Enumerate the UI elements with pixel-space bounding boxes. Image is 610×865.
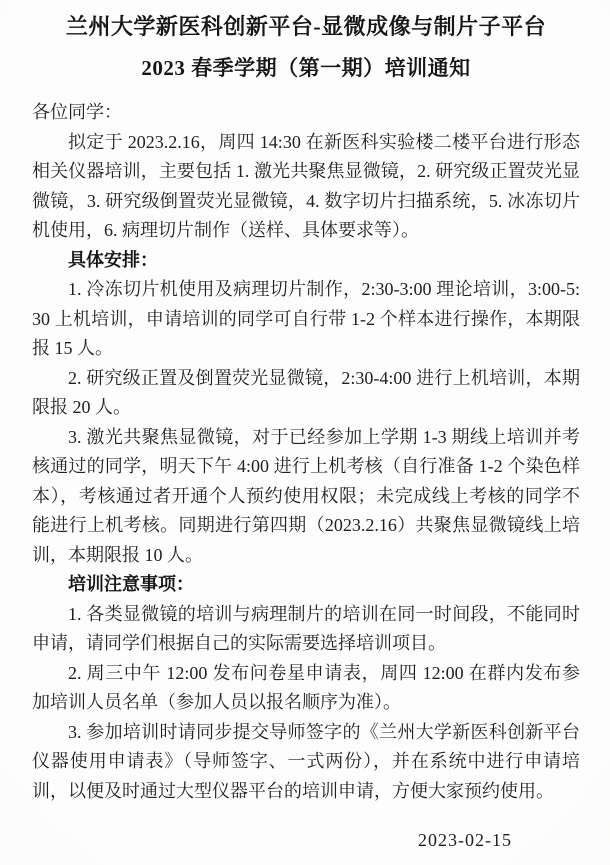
section-heading-schedule: 具体安排： <box>68 249 158 270</box>
section-heading-notes: 培训注意事项： <box>68 574 194 594</box>
intro-paragraph: 拟定于 2023.2.16，周四 14:30 在新医科实验楼二楼平台进行形态相关仪器培训，主要包括 1. 激光共聚焦显微镜，2. 研究级正置荧光显微镜，3. 研究级倒置荧光显微镜，4. 数字切片扫描系统，5. 冰冻切片机使用，6. 病理切片制作（送样、具体要求等）。 <box>32 131 580 240</box>
document-title-line2: 2023 春季学期（第一期）培训通知 <box>141 56 471 80</box>
schedule-item-1: 1. 冷冻切片机使用及病理切片制作，2:30-3:00 理论培训，3:00-5:30 上机培训，申请培训的同学可自行带 1-2 个样本进行操作，本期限报 15 人。 <box>32 279 580 358</box>
schedule-item-2: 2. 研究级正置及倒置荧光显微镜，2:30-4:00 进行上机培训，本期限报 20 人。 <box>32 367 580 417</box>
note-item-3: 3. 参加培训时请同步提交导师签字的《兰州大学新医科创新平台仪器使用申请表》（导师签字、一式两份），并在系统中进行申请培训，以便及时通过大型仪器平台的培训申请，方便大家预约使用。 <box>32 721 580 801</box>
note-item-1: 1. 各类显微镜的培训与病理制片的培训在同一时间段，不能同时申请，请同学们根据自己的实际需要选择培训项目。 <box>32 603 580 653</box>
salutation: 各位同学： <box>32 102 122 122</box>
document-date: 2023-02-15 <box>418 830 512 850</box>
document-title-line1: 兰州大学新医科创新平台-显微成像与制片子平台 <box>65 14 547 39</box>
schedule-item-3: 3. 激光共聚焦显微镜，对于已经参加上学期 1-3 期线上培训并考核通过的同学，明天下午 4:00 进行上机考核（自行准备 1-2 个染色样本），考核通过者开通个人预约使用权限；未完成线上考核的同学不能进行上机考核。同期进行第四期（2023.2.16）共聚焦显微镜线上培训，本期限报 10 人。 <box>32 426 580 565</box>
note-item-2: 2. 周三中午 12:00 发布问卷星申请表，周四 12:00 在群内发布参加培训人员名单（参加人员以报名顺序为准）。 <box>32 662 580 712</box>
